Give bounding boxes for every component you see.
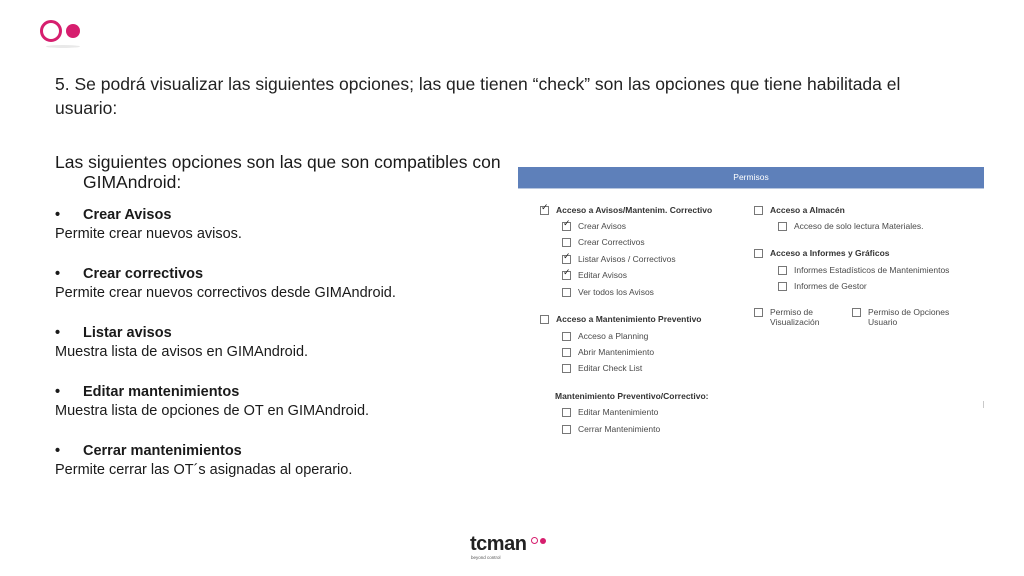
checkbox[interactable] [540, 315, 549, 324]
perm-almacen[interactable] [754, 205, 845, 215]
brand-dot-icon [540, 538, 546, 544]
perm-avisos-correctivo[interactable] [540, 205, 712, 215]
permissions-panel [518, 167, 984, 437]
item-description: Permite crear nuevos avisos. [55, 226, 242, 242]
checkbox[interactable] [562, 364, 571, 373]
checkbox[interactable] [562, 348, 571, 357]
perm-label: Cerrar Mantenimiento [578, 424, 661, 434]
perm-label: Editar Mantenimiento [578, 407, 659, 417]
logo-dot-icon [66, 24, 80, 38]
perm-opciones-usuario[interactable] [852, 307, 949, 327]
perm-label: Abrir Mantenimiento [578, 347, 655, 357]
bullet-icon: • [55, 207, 61, 223]
perm-editar-mantenimiento[interactable] [562, 407, 658, 417]
brand-tagline: beyond control [471, 555, 501, 560]
perm-editar-avisos[interactable] [562, 270, 627, 280]
panel-edge-mark [983, 401, 984, 408]
perm-label: Editar Check List [578, 363, 643, 373]
perm-label: Acceso de solo lectura Materiales. [794, 221, 924, 231]
perm-visualizacion[interactable] [754, 307, 819, 327]
perm-lectura-materiales[interactable] [778, 221, 923, 231]
intro-line-1: Las siguientes opciones son las que son compatibles con [55, 152, 501, 172]
perm-label: Informes Estadísticos de Mantenimientos [794, 265, 950, 275]
list-item [55, 442, 510, 480]
panel-divider [518, 188, 984, 189]
bullet-icon: • [55, 443, 61, 459]
checkbox[interactable] [754, 308, 763, 317]
perm-label [868, 307, 949, 327]
checkbox[interactable] [540, 206, 549, 215]
perm-label: Crear Correctivos [578, 237, 645, 247]
perm-label-line: Permiso de [770, 307, 813, 317]
perm-crear-avisos[interactable] [562, 221, 626, 231]
checkbox[interactable] [562, 271, 571, 280]
logo-shadow [46, 45, 80, 48]
perm-informes-gestor[interactable] [778, 281, 867, 291]
perm-label-line: Usuario [868, 317, 898, 327]
checkbox[interactable] [562, 332, 571, 341]
perm-label: Crear Avisos [578, 221, 627, 231]
perm-label-line: Permiso de Opciones [868, 307, 950, 317]
perm-prev-corr-heading [555, 391, 709, 401]
item-title: Crear Avisos [83, 207, 172, 223]
options-description [55, 152, 510, 501]
logo-ring-icon [40, 20, 62, 42]
checkbox[interactable] [562, 288, 571, 297]
checkbox[interactable] [778, 222, 787, 231]
item-description: Permite crear nuevos correctivos desde GIMAndroid. [55, 285, 396, 301]
item-title: Listar avisos [83, 325, 172, 341]
item-description: Muestra lista de opciones de OT en GIMAndroid. [55, 403, 370, 419]
list-item [55, 206, 510, 244]
brand-logo [470, 534, 550, 564]
perm-ver-avisos[interactable] [562, 287, 654, 297]
checkbox[interactable] [562, 425, 571, 434]
perm-label: Informes de Gestor [794, 281, 867, 291]
perm-listar-avisos[interactable] [562, 254, 676, 264]
checkbox[interactable] [754, 249, 763, 258]
perm-informes-estadisticos[interactable] [778, 265, 949, 275]
perm-cerrar-mantenimiento[interactable] [562, 424, 660, 434]
perm-editar-checklist[interactable] [562, 363, 642, 373]
intro-text [55, 152, 510, 192]
perm-label: Mantenimiento Preventivo/Correctivo: [555, 391, 709, 401]
perm-label: Acceso a Almacén [770, 205, 845, 215]
perm-label: Acceso a Avisos/Mantenim. Correctivo [556, 205, 713, 215]
bullet-icon: • [55, 266, 61, 282]
perm-label: Ver todos los Avisos [578, 287, 654, 297]
perm-label: Acceso a Planning [578, 331, 649, 341]
item-description: Permite cerrar las OT´s asignadas al operario. [55, 462, 353, 478]
item-title: Cerrar mantenimientos [83, 443, 242, 459]
item-description: Muestra lista de avisos en GIMAndroid. [55, 344, 309, 360]
brand-name: tcman [470, 533, 527, 555]
item-title: Editar mantenimientos [83, 384, 240, 400]
slide-heading: 5. Se podrá visualizar las siguientes opciones; las que tienen “check” son las opciones que tiene habilitada el usuario: [55, 74, 901, 118]
perm-label: Acceso a Mantenimiento Preventivo [556, 314, 702, 324]
item-title: Crear correctivos [83, 266, 204, 282]
brand-ring-icon [531, 537, 538, 544]
perm-label [770, 307, 819, 327]
panel-header: Permisos [518, 167, 984, 188]
list-item [55, 324, 510, 362]
checkbox[interactable] [562, 255, 571, 264]
company-logo [40, 18, 86, 44]
perm-label-line: Visualización [770, 317, 820, 327]
perm-label: Listar Avisos / Correctivos [578, 254, 676, 264]
checkbox[interactable] [562, 222, 571, 231]
checkbox[interactable] [778, 282, 787, 291]
intro-line-2: GIMAndroid: [83, 172, 182, 192]
checkbox[interactable] [778, 266, 787, 275]
perm-acceso-planning[interactable] [562, 331, 648, 341]
checkbox[interactable] [562, 238, 571, 247]
perm-abrir-mantenimiento[interactable] [562, 347, 654, 357]
perm-label: Acceso a Informes y Gráficos [770, 248, 890, 258]
perm-informes-graficos[interactable] [754, 248, 890, 258]
list-item [55, 383, 510, 421]
list-item [55, 265, 510, 303]
bullet-icon: • [55, 325, 61, 341]
perm-crear-correctivos[interactable] [562, 237, 645, 247]
bullet-icon: • [55, 384, 61, 400]
checkbox[interactable] [754, 206, 763, 215]
perm-label: Editar Avisos [578, 270, 627, 280]
perm-preventivo[interactable] [540, 314, 702, 324]
checkbox[interactable] [562, 408, 571, 417]
checkbox[interactable] [852, 308, 861, 317]
